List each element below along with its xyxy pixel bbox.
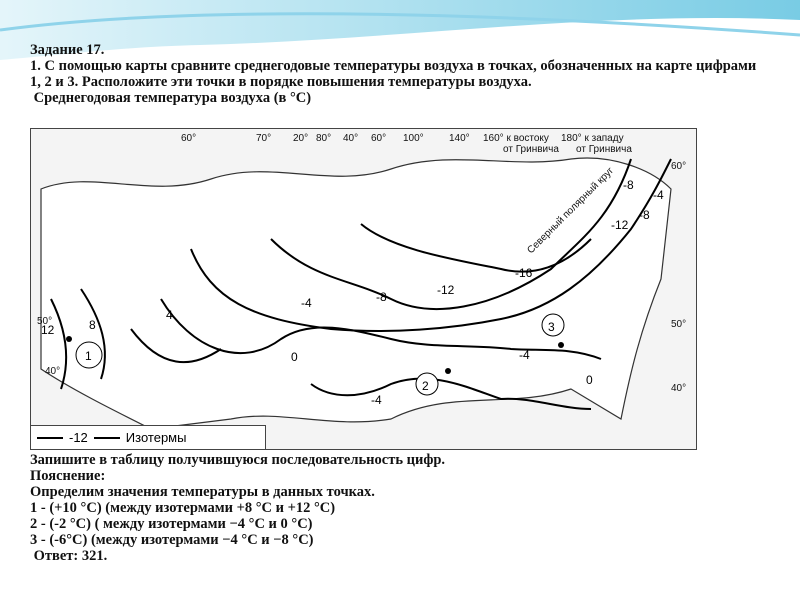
svg-text:от Гринвича: от Гринвича (503, 144, 559, 155)
point-3-label: 3 (548, 320, 555, 334)
isotherm-map (30, 128, 697, 450)
svg-text:-8: -8 (639, 208, 650, 222)
svg-text:60°: 60° (371, 133, 387, 144)
point-2-dot (445, 368, 451, 374)
explanation-title: Пояснение: (30, 468, 106, 484)
svg-text:40°: 40° (671, 383, 687, 394)
explanation-line: 2 - (-2 °С) ( между изотермами −4 °С и 0 °С) (30, 516, 313, 532)
task-title: Задание 17. (30, 42, 105, 58)
svg-text:40°: 40° (343, 133, 359, 144)
svg-text:-4: -4 (653, 188, 664, 202)
svg-text:50°: 50° (37, 316, 53, 327)
instruction: Запишите в таблицу получившуюся последовательность цифр. (30, 452, 446, 468)
svg-text:0: 0 (291, 350, 298, 364)
answer: Ответ: 321. (30, 548, 108, 564)
svg-text:8: 8 (89, 318, 96, 332)
svg-text:140°: 140° (449, 133, 470, 144)
svg-text:от Гринвича: от Гринвича (576, 144, 632, 155)
task-question: 1. С помощью карты сравните среднегодовые температуры воздуха в точках, обозначенных на карте цифрами 1, 2 и 3. Расположите эти точки в порядке повышения температуры воздуха. (30, 58, 757, 90)
legend-label: Изотермы (125, 430, 187, 445)
svg-text:80°: 80° (316, 133, 332, 144)
explanation-text (30, 452, 445, 564)
svg-text:4: 4 (166, 308, 173, 322)
svg-text:160° к востоку: 160° к востоку (483, 133, 549, 144)
explanation-line: 3 - (-6°С) (между изотермами −4 °С и −8 °С) (30, 532, 314, 548)
svg-text:-8: -8 (376, 290, 387, 304)
svg-text:60°: 60° (671, 161, 687, 172)
task-text (30, 42, 770, 106)
explanation-line: 1 - (+10 °С) (между изотермами +8 °С и +12 °С) (30, 500, 336, 516)
point-2-label: 2 (422, 379, 429, 393)
map-title: Среднегодовая температура воздуха (в °С) (30, 90, 312, 106)
legend-value: -12 (69, 430, 88, 445)
arctic-circle-label: Северный полярный круг (525, 165, 617, 257)
svg-text:50°: 50° (671, 319, 687, 330)
svg-text:-4: -4 (301, 296, 312, 310)
svg-text:-16: -16 (515, 266, 533, 280)
point-3-dot (558, 342, 564, 348)
map-legend (31, 425, 266, 449)
svg-text:60°: 60° (181, 133, 197, 144)
svg-text:-4: -4 (519, 348, 530, 362)
svg-text:20°: 20° (293, 133, 309, 144)
svg-text:12: 12 (41, 323, 55, 337)
point-1-dot (66, 336, 72, 342)
svg-text:-8: -8 (623, 178, 634, 192)
svg-text:-12: -12 (611, 218, 629, 232)
svg-text:-12: -12 (437, 283, 455, 297)
svg-text:0: 0 (586, 373, 593, 387)
point-1-label: 1 (85, 349, 92, 363)
svg-text:70°: 70° (256, 133, 272, 144)
svg-text:-4: -4 (371, 393, 382, 407)
svg-text:100°: 100° (403, 133, 424, 144)
explanation-intro: Определим значения температуры в данных точках. (30, 484, 375, 500)
svg-text:180° к западу: 180° к западу (561, 133, 624, 144)
svg-text:40°: 40° (45, 366, 61, 377)
